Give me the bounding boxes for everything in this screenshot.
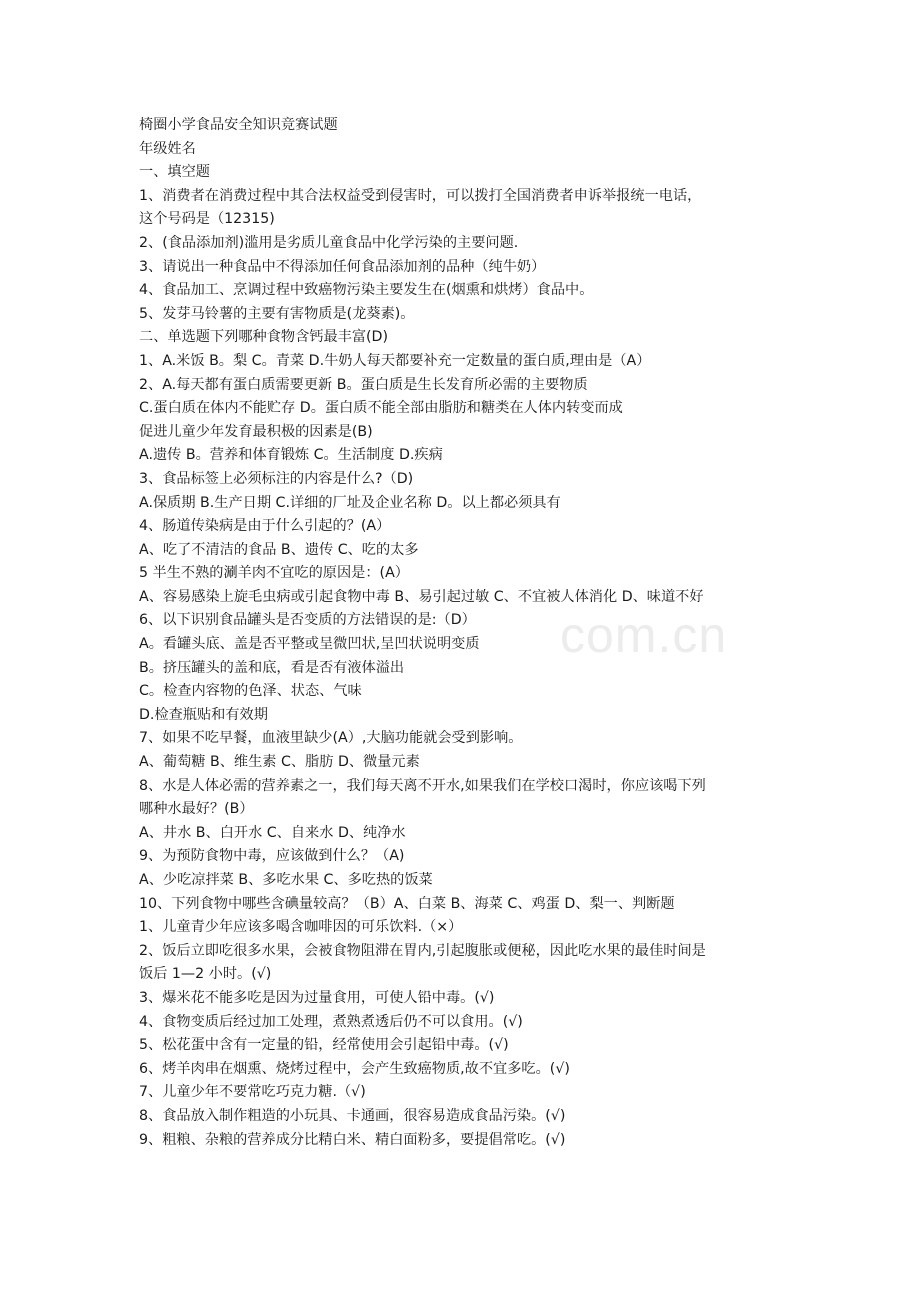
text-line: 6、以下识别食品罐头是否变质的方法错误的是:（D） xyxy=(139,612,476,629)
text-line: 1、消费者在消费过程中其合法权益受到侵害时，可以拨打全国消费者申诉举报统一电话， xyxy=(139,187,702,204)
text-line: A、少吃凉拌菜 B、多吃水果 C、多吃热的饭菜 xyxy=(139,872,433,888)
text-line: D.检查瓶贴和有效期 xyxy=(139,706,268,723)
text-line: 9、为预防食物中毒，应该做到什么？（A) xyxy=(139,848,405,865)
text-line: A、容易感染上旋毛虫病或引起食物中毒 B、易引起过敏 C、不宜被人体消化 D、味道不好 xyxy=(139,588,704,605)
text-line: 2、A.每天都有蛋白质需要更新 B。蛋白质是生长发育所必需的主要物质 xyxy=(139,376,588,393)
text-line: 8、水是人体必需的营养素之一，我们每天离不开水,如果我们在学校口渴时，你应该喝下列 xyxy=(139,777,706,794)
text-line: 7、儿童少年不要常吃巧克力糖.（√) xyxy=(139,1084,366,1101)
text-line: 5 半生不熟的涮羊肉不宜吃的原因是：(A） xyxy=(139,565,409,582)
text-line: 这个号码是（12315) xyxy=(139,211,275,228)
text-line: A、吃了不清洁的食品 B、遗传 C、吃的太多 xyxy=(139,541,419,558)
text-line: A.遗传 B。营养和体育锻炼 C。生活制度 D.疾病 xyxy=(139,447,443,464)
text-line: 年级姓名 xyxy=(139,140,196,157)
text-line: 3、请说出一种食品中不得添加任何食品添加剂的品种（纯牛奶） xyxy=(139,258,546,275)
text-line: 促进儿童少年发育最积极的因素是(B) xyxy=(139,423,373,440)
text-line: 5、发芽马铃薯的主要有害物质是(龙葵素)。 xyxy=(139,305,415,322)
watermark: com.cn xyxy=(560,607,728,663)
text-line: 一、填空题 xyxy=(139,164,210,181)
text-line: 8、食品放入制作粗造的小玩具、卡通画，很容易造成食品污染。(√) xyxy=(139,1107,566,1124)
text-line: 9、粗粮、杂粮的营养成分比精白米、精白面粉多，要提倡常吃。(√) xyxy=(139,1131,566,1148)
text-line: 4、食品加工、烹调过程中致癌物污染主要发生在(烟熏和烘烤）食品中。 xyxy=(139,282,594,299)
text-line: 4、肠道传染病是由于什么引起的？(A） xyxy=(139,518,391,535)
text-line: A、葡萄糖 B、维生素 C、脂肪 D、微量元素 xyxy=(139,754,420,771)
text-line: 7、如果不吃早餐，血液里缺少(A）,大脑功能就会受到影响。 xyxy=(139,730,523,747)
document-title: 椅圈小学食品安全知识竞赛试题 xyxy=(139,117,338,133)
text-line: A、井水 B、白开水 C、自来水 D、纯净水 xyxy=(139,824,406,841)
text-line: C.蛋白质在体内不能贮存 D。蛋白质不能全部由脂肪和糖类在人体内转变而成 xyxy=(139,400,623,417)
text-line: 5、松花蛋中含有一定量的铅，经常使用会引起铅中毒。(√) xyxy=(139,1037,509,1054)
text-line: 6、烤羊肉串在烟熏、烧烤过程中，会产生致癌物质,故不宜多吃。(√) xyxy=(139,1060,570,1077)
text-line: 4、食物变质后经过加工处理，煮熟煮透后仍不可以食用。(√) xyxy=(139,1013,523,1030)
text-line: 1、儿童青少年应该多喝含咖啡因的可乐饮料.（×） xyxy=(139,919,463,936)
text-line: 2、饭后立即吃很多水果，会被食物阻滞在胃内,引起腹胀或便秘，因此吃水果的最佳时间是 xyxy=(139,942,706,959)
text-line: C。检查内容物的色泽、状态、气味 xyxy=(139,683,362,700)
text-line: 二、单选题下列哪种食物含钙最丰富(D) xyxy=(139,329,388,346)
text-line: B。挤压罐头的盖和底，看是否有液体溢出 xyxy=(139,659,405,676)
text-line: 2、(食品添加剂)滥用是劣质儿童食品中化学污染的主要问题. xyxy=(139,234,519,251)
text-line: 哪种水最好？(B） xyxy=(139,801,254,818)
text-line: 1、A.米饭 B。梨 C。青菜 D.牛奶人每天都要补充一定数量的蛋白质,理由是（A） xyxy=(139,352,651,369)
text-line: A.保质期 B.生产日期 C.详细的厂址及企业名称 D。以上都必须具有 xyxy=(139,494,561,511)
text-line: 10、下列食物中哪些含碘量较高？（B）A、白菜 B、海菜 C、鸡蛋 D、梨一、判断题 xyxy=(139,895,675,912)
text-line: A。看罐头底、盖是否平整或呈微凹状,呈凹状说明变质 xyxy=(139,636,480,653)
document-body xyxy=(139,114,789,1152)
text-line: 3、食品标签上必须标注的内容是什么?（D) xyxy=(139,470,414,487)
text-line: 饭后 1—2 小时。(√) xyxy=(139,966,272,983)
text-line: 3、爆米花不能多吃是因为过量食用，可使人铅中毒。(√) xyxy=(139,989,495,1006)
